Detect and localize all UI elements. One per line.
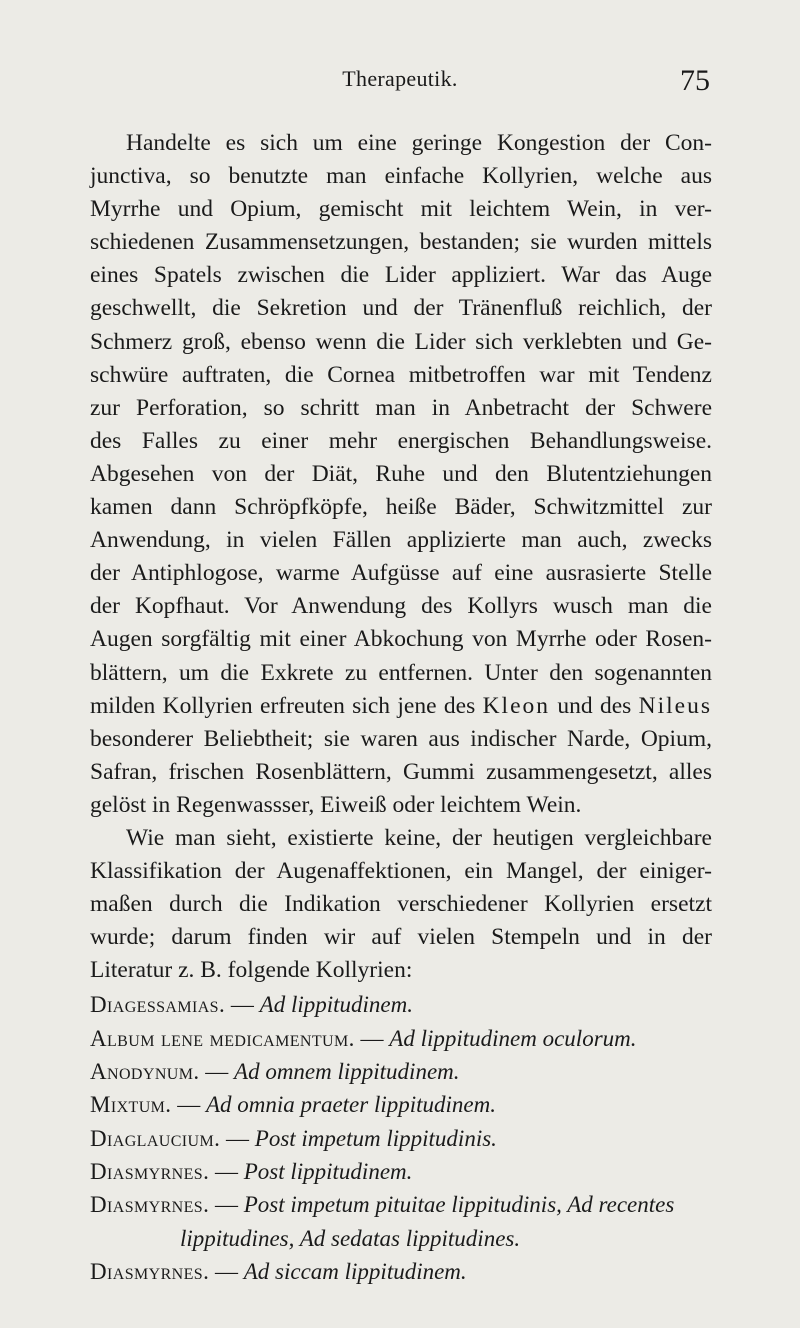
kollyrium-name: Anodynum. bbox=[90, 1059, 200, 1085]
entry-dash: — bbox=[209, 1258, 244, 1284]
entry-dash: — bbox=[354, 1025, 390, 1051]
kollyrium-indication: Post lippitudinem. bbox=[243, 1158, 413, 1184]
kollyrium-indication: Ad omnem lippitudinem. bbox=[234, 1059, 460, 1085]
paragraph-klassifikation bbox=[90, 822, 712, 987]
text-line: eines Spatels zwischen die Lider appliziert. War das Auge bbox=[90, 262, 712, 289]
text-line: besonderer Beliebtheit; sie waren aus indischer Narde, Opium, bbox=[90, 725, 712, 752]
text-line: schwüre auftraten, die Cornea mitbetroffen war mit Tendenz bbox=[90, 361, 712, 388]
text-line: Abgesehen von der Diät, Ruhe und den Blutentziehungen bbox=[90, 460, 712, 487]
page-number: 75 bbox=[680, 64, 710, 97]
text-line: Wie man sieht, existierte keine, der heutigen vergleichbare bbox=[126, 824, 712, 851]
kollyrium-entry bbox=[90, 1122, 712, 1155]
kollyrium-entry bbox=[90, 1255, 712, 1288]
text-line: kamen dann Schröpfköpfe, heiße Bäder, Schwitzmittel zur bbox=[90, 494, 712, 521]
text-line: Literatur z. B. folgende Kollyrien: bbox=[90, 957, 413, 984]
name-nileus: Nileus bbox=[638, 692, 713, 719]
kollyrium-entry bbox=[90, 1088, 712, 1121]
kollyrium-indication: lippitudines, Ad sedatas lippitudines. bbox=[180, 1225, 521, 1251]
kollyrium-entry bbox=[90, 1155, 712, 1188]
entry-dash: — bbox=[225, 992, 260, 1018]
text-line: Anwendung, in vielen Fällen applizierte man auch, zwecks bbox=[90, 527, 712, 554]
kollyrium-indication: Post impetum lippitudinis. bbox=[254, 1125, 497, 1151]
kollyrium-name: Diasmyrnes. bbox=[90, 1192, 210, 1218]
running-title: Therapeutik. bbox=[342, 66, 458, 91]
name-kleon: Kleon bbox=[482, 692, 551, 719]
text-line: der Kopfhaut. Vor Anwendung des Kollyrs wusch man die bbox=[90, 593, 712, 620]
text-line: des Falles zu einer mehr energischen Behandlungsweise. bbox=[90, 427, 712, 454]
kollyrium-entry bbox=[90, 1188, 712, 1221]
kollyrium-name: Diaglaucium. bbox=[90, 1125, 221, 1151]
entry-dash: — bbox=[220, 1125, 255, 1151]
kollyrium-indication: Ad omnia praeter lippitudinem. bbox=[205, 1092, 496, 1118]
kollyrium-entry bbox=[90, 1055, 712, 1088]
text-line: Safran, frischen Rosenblättern, Gummi zusammengesetzt, alles bbox=[90, 758, 712, 785]
entry-dash: — bbox=[171, 1092, 206, 1118]
text-line: Augen sorgfältig mit einer Abkochung von Myrrhe oder Rosen- bbox=[90, 626, 712, 653]
kollyrium-name: Album lene medicamentum. bbox=[90, 1025, 355, 1051]
entry-dash: — bbox=[209, 1192, 244, 1218]
kollyrium-entry-continuation bbox=[90, 1222, 712, 1255]
text-line: der Antiphlogose, warme Aufgüsse auf eine ausrasierte Stelle bbox=[90, 560, 712, 587]
text-line: junctiva, so benutzte man einfache Kollyrien, welche aus bbox=[90, 163, 712, 190]
kollyrium-indication: Ad lippitudinem oculorum. bbox=[389, 1025, 637, 1051]
text-line: Handelte es sich um eine geringe Kongestion der Con- bbox=[126, 130, 712, 156]
kollyrium-indication: Post impetum pituitae lippitudinis, Ad recentes bbox=[243, 1192, 675, 1218]
kollyrium-entry bbox=[90, 1022, 712, 1055]
text-line: maßen durch die Indikation verschiedener Kollyrien ersetzt bbox=[90, 891, 712, 918]
kollyrium-name: Mixtum. bbox=[90, 1092, 172, 1118]
text-line: Myrrhe und Opium, gemischt mit leichtem Wein, in ver- bbox=[90, 196, 712, 223]
kollyrium-name: Diasmyrnes. bbox=[90, 1258, 210, 1284]
text-line: gelöst in Regenwassser, Eiweiß oder leichtem Wein. bbox=[90, 791, 582, 818]
text-line-kleon: milden Kollyrien erfreuten sich jene des Kleon und des Nileus bbox=[90, 692, 713, 719]
text-line: Klassifikation der Augenaffektionen, ein Mangel, der einiger- bbox=[90, 858, 712, 885]
kollyrium-name: Diasmyrnes. bbox=[90, 1158, 210, 1184]
body-text bbox=[90, 127, 712, 1288]
text-line: Schmerz groß, ebenso wenn die Lider sich verklebten und Ge- bbox=[90, 328, 712, 355]
paragraph-kongestion bbox=[90, 127, 712, 690]
text-line: zur Perforation, so schritt man in Anbetracht der Schwere bbox=[90, 394, 712, 421]
page-header bbox=[90, 66, 710, 106]
kollyrium-indication: Ad siccam lippitudinem. bbox=[243, 1258, 467, 1284]
entry-dash: — bbox=[209, 1158, 244, 1184]
text-line: schiedenen Zusammensetzungen, bestanden; sie wurden mittels bbox=[90, 229, 712, 256]
text-line: wurde; darum finden wir auf vielen Stempeln und in der bbox=[90, 924, 712, 951]
kollyrien-list bbox=[90, 988, 712, 1288]
entry-dash: — bbox=[199, 1059, 235, 1085]
kollyrium-indication: Ad lippitudinem. bbox=[259, 992, 413, 1018]
text-line: blättern, um die Exkrete zu entfernen. Unter den sogenannten bbox=[90, 659, 712, 686]
kollyrium-name: Diagessamias. bbox=[90, 992, 226, 1018]
kollyrium-entry bbox=[90, 988, 712, 1021]
text-line: geschwellt, die Sekretion und der Tränenfluß reichlich, der bbox=[90, 295, 712, 322]
paragraph-kongestion-tail bbox=[90, 723, 712, 822]
